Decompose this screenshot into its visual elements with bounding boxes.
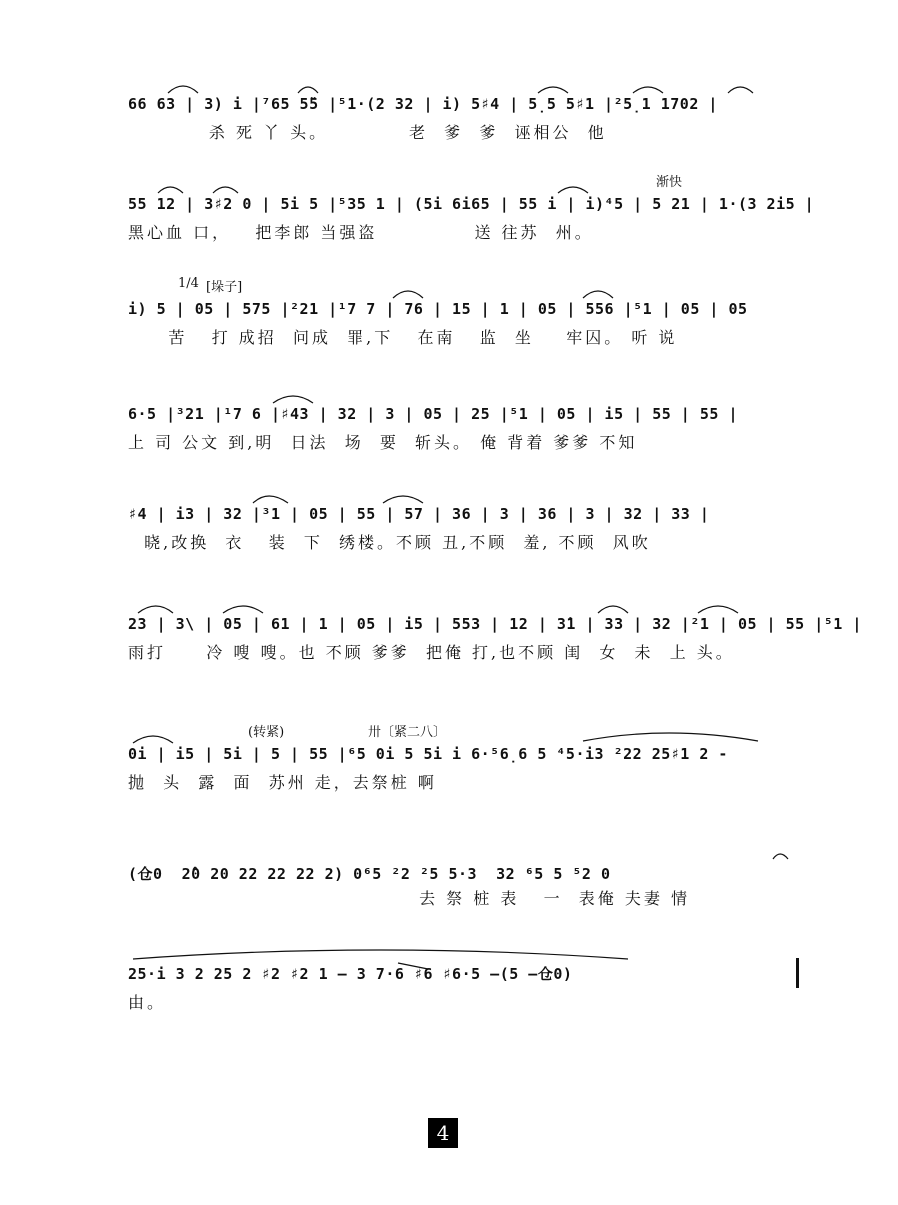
time-signature: 1/4: [178, 276, 199, 291]
lyrics-line: 去 祭 桩 表 一 表俺 夫妻 情: [128, 889, 690, 908]
tempo-annotation: 渐快: [656, 175, 683, 190]
section-label: 卅〔紧二八〕: [368, 725, 447, 740]
lyrics-line: 杀 死 丫 头。 老 爹 爹 诬相公 他: [128, 123, 607, 142]
notation-line: 66 63 | 3) i |⁷65 5̈5 |⁵1·(2 32 | i) 5♯4 | 5̣5 5♯1 |²5̣1 1702 |: [128, 95, 718, 113]
banzi-label: [垛子]: [206, 280, 243, 295]
notation-line: 25·i 3 2 25 2 ♯2 ♯2 1 — 3 7·6 ♯6 ♯6·5 —(5 —仓0): [128, 965, 573, 983]
notation-line: 23 | 3\ | 05 | 61 | 1 | 05 | i5 | 553 | 12 | 3̇1 | 33 | 32 |²1 | 05 | 55 |⁵1 |: [128, 615, 862, 633]
page-number: 4: [428, 1118, 458, 1148]
notation-line: 6·5 |³21 |¹7 6 |♯43 | 32 | 3 | 05 | 25 |⁵1 | 05 | i5 | 55 | 55 |: [128, 405, 738, 423]
final-barline: [796, 958, 799, 988]
lyrics-line: 苦 打 成招 问成 罪,下 在南 监 坐 牢囚。 听 说: [128, 328, 678, 347]
notation-line: 55 12 | 3♯2 0 | 5i 5 |⁵35 1 | (5i 6i65 | 55 i | i)⁴5 | 5 21 | 1·(3 2i5 |: [128, 195, 815, 213]
lyrics-line: 上 司 公文 到,明 日法 场 要 斩头。 俺 背着 爹爹 不知: [128, 433, 638, 452]
notation-line: 0i | i5 | 5i | 5 | 55 |⁶5 0i 5 5i i 6·⁵6̣6 5 ⁴5·i3 ²22 25♯1 2 -: [128, 745, 728, 763]
lyrics-line: 黑心血 口， 把李郎 当强盗 送 往苏 州。: [128, 223, 594, 242]
notation-line: (仓0 2̂0 20 22 22 22 2) 0⁶5 ²2 ²5 5·3 32 ⁶5 5 ⁵2 0: [128, 865, 611, 883]
zhuanjin-label: (转紧): [248, 725, 285, 740]
notation-line: ♯4 | i3 | 32 |³1 | 05 | 55 | 57 | 36 | 3 | 36 | 3 | 32 | 33 |: [128, 505, 710, 523]
lyrics-line: 雨打 冷 嗖 嗖。也 不顾 爹爹 把俺 打,也不顾 闺 女 未 上 头。: [128, 643, 735, 662]
lyrics-line: 晓,改换 衣 装 下 绣楼。不顾 丑,不顾 羞, 不顾 风吹: [128, 533, 651, 552]
lyrics-line: 由。: [128, 993, 167, 1012]
notation-line: i) 5 | 05 | 575 |²21 |¹7 7 | 76 | 15 | 1 | 05 | 556 |⁵1 | 05 | 05: [128, 300, 748, 318]
lyrics-line: 抛 头 露 面 苏州 走，去祭桩 啊: [128, 773, 437, 792]
